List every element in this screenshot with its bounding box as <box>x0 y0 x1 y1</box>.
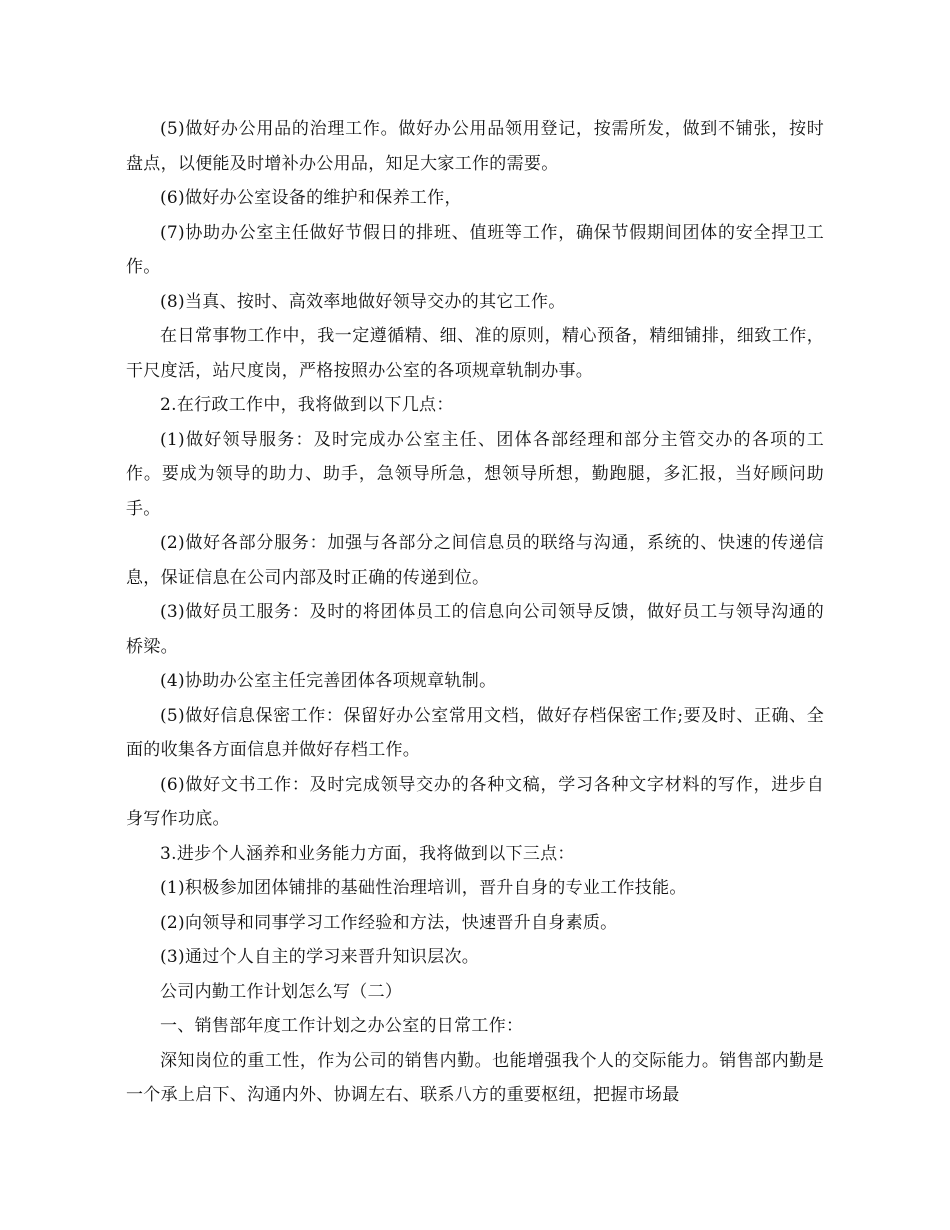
paragraph: (6)做好文书工作：及时完成领导交办的各种文稿，学习各种文字材料的写作，进步自身写作功底。 <box>126 774 824 829</box>
paragraph: (3)通过个人自主的学习来晋升知识层次。 <box>160 947 480 967</box>
paragraph: 在日常事物工作中，我一定遵循精、细、准的原则，精心预备，精细铺排，细致工作，干尺度活，站尺度岗，严格按照办公室的各项规章轨制办事。 <box>126 326 824 381</box>
paragraph: 深知岗位的重工性，作为公司的销售内勤。也能增强我个人的交际能力。销售部内勤是一个承上启下、沟通内外、协调左右、联系八方的重要枢纽，把握市场最 <box>126 1050 824 1105</box>
document-body <box>126 112 824 1113</box>
paragraph: (6)做好办公室设备的维护和保养工作， <box>160 188 462 208</box>
paragraph: 3.进步个人涵养和业务能力方面，我将做到以下三点： <box>160 843 575 864</box>
paragraph: (5)做好信息保密工作：保留好办公室常用文档，做好存档保密工作;要及时、正确、全面的收集各方面信息并做好存档工作。 <box>126 705 824 760</box>
paragraph: 2.在行政工作中，我将做到以下几点： <box>160 395 454 415</box>
paragraph: (3)做好员工服务：及时的将团体员工的信息向公司领导反馈，做好员工与领导沟通的桥梁。 <box>126 602 824 657</box>
paragraph: (7)协助办公室主任做好节假日的排班、值班等工作，确保节假期间团体的安全捍卫工作。 <box>126 222 824 277</box>
paragraph: (2)向领导和同事学习工作经验和方法，快速晋升自身素质。 <box>160 912 618 933</box>
paragraph: (5)做好办公用品的治理工作。做好办公用品领用登记，按需所发，做到不铺张，按时盘点，以便能及时增补办公用品，知足大家工作的需要。 <box>126 119 824 174</box>
paragraph: (8)当真、按时、高效率地做好领导交办的其它工作。 <box>160 291 566 312</box>
paragraph: (1)积极参加团体铺排的基础性治理培训，晋升自身的专业工作技能。 <box>160 878 687 898</box>
paragraph: 一、销售部年度工作计划之办公室的日常工作： <box>160 1016 524 1036</box>
paragraph: (2)做好各部分服务：加强与各部分之间信息员的联络与沟通，系统的、快速的传递信息，保证信息在公司内部及时正确的传递到位。 <box>126 533 824 588</box>
paragraph: (1)做好领导服务：及时完成办公室主任、团体各部经理和部分主管交办的各项的工作。要成为领导的助力、助手，急领导所急，想领导所想，勤跑腿，多汇报，当好顾问助手。 <box>126 429 824 519</box>
section-heading: 公司内勤工作计划怎么写（二） <box>160 981 403 1002</box>
paragraph: (4)协助办公室主任完善团体各项规章轨制。 <box>160 671 497 691</box>
